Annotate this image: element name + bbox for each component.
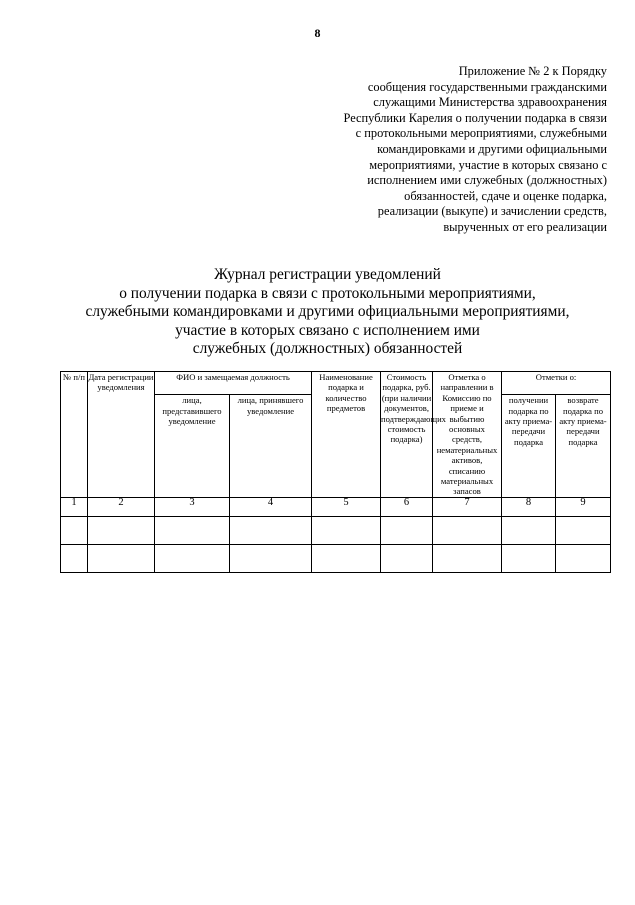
- header-marks-group: Отметки о:: [502, 372, 611, 395]
- header-date: Дата регистрации уведомления: [88, 372, 155, 498]
- table-cell: [556, 516, 611, 544]
- table-cell: [88, 516, 155, 544]
- appendix-line: командировками и другими официальными: [377, 141, 607, 156]
- table-cell: [88, 544, 155, 572]
- appendix-line: с протокольными мероприятиями, служебными: [355, 126, 607, 141]
- column-number: 8: [502, 497, 556, 516]
- appendix-line: Республики Карелия о получении подарка в связи: [343, 110, 607, 125]
- header-fio-group: ФИО и замещаемая должность: [155, 372, 312, 395]
- table-cell: [155, 544, 230, 572]
- column-number-row: [61, 497, 611, 516]
- appendix-line: Приложение № 2 к Порядку: [458, 64, 607, 78]
- header-mark-received: получении подарка по акту приема-передачи подарка: [502, 395, 556, 498]
- title-line: о получении подарка в связи с протокольными мероприятиями,: [119, 284, 536, 302]
- table-cell: [381, 516, 433, 544]
- table-cell: [433, 516, 502, 544]
- column-number: 2: [88, 497, 155, 516]
- title-line: служебных (должностных) обязанностей: [192, 340, 463, 358]
- column-number: 4: [230, 497, 312, 516]
- table-cell: [230, 544, 312, 572]
- table-row: [61, 544, 611, 572]
- appendix-line: исполнением ими служебных (должностных): [367, 173, 607, 188]
- appendix-line: вырученных от его реализации: [443, 219, 607, 234]
- header-mark-returned: возврате подарка по акту приема-передачи подарка: [556, 395, 611, 498]
- header-commission-mark: Отметка о направлении в Комиссию по приеме и выбытию основных средств, нематериальных активов, списанию материальных запасов: [433, 372, 502, 498]
- table-cell: [556, 544, 611, 572]
- header-no: № п/п: [61, 372, 88, 498]
- journal-table: [60, 371, 611, 573]
- appendix-line: реализации (выкупе) и зачислении средств,: [377, 204, 607, 219]
- appendix-line: мероприятиями, участие в которых связано с: [369, 157, 607, 172]
- table-cell: [502, 544, 556, 572]
- page-number: 8: [314, 26, 321, 40]
- table-cell: [502, 516, 556, 544]
- title-line: служебными командировками и другими официальными мероприятиями,: [85, 303, 570, 321]
- table-cell: [312, 544, 381, 572]
- table-cell: [61, 544, 88, 572]
- document-title: [60, 266, 595, 359]
- table-cell: [61, 516, 88, 544]
- appendix-line: служащими Министерства здравоохранения: [373, 95, 607, 110]
- table-row: [61, 516, 611, 544]
- table-cell: [155, 516, 230, 544]
- title-line: Журнал регистрации уведомлений: [214, 266, 441, 283]
- table-cell: [230, 516, 312, 544]
- appendix-line: сообщения государственными гражданскими: [367, 79, 607, 94]
- column-number: 3: [155, 497, 230, 516]
- column-number: 1: [61, 497, 88, 516]
- table-cell: [312, 516, 381, 544]
- appendix-line: обязанностей, сдаче и оценке подарка,: [404, 188, 607, 203]
- column-number: 6: [381, 497, 433, 516]
- header-gift-cost: Стоимость подарка, руб. (при наличии документов, подтверждающих стоимость подарка): [381, 372, 433, 498]
- column-number: 5: [312, 497, 381, 516]
- header-fio-presenter: лица, представившего уведомление: [155, 395, 230, 498]
- table-cell: [381, 544, 433, 572]
- table-cell: [433, 544, 502, 572]
- column-number: 7: [433, 497, 502, 516]
- appendix-header: [307, 64, 607, 236]
- column-number: 9: [556, 497, 611, 516]
- title-line: участие в которых связано с исполнением ими: [175, 321, 480, 339]
- header-gift-name: Наименование подарка и количество предметов: [312, 372, 381, 498]
- header-fio-receiver: лица, принявшего уведомление: [230, 395, 312, 498]
